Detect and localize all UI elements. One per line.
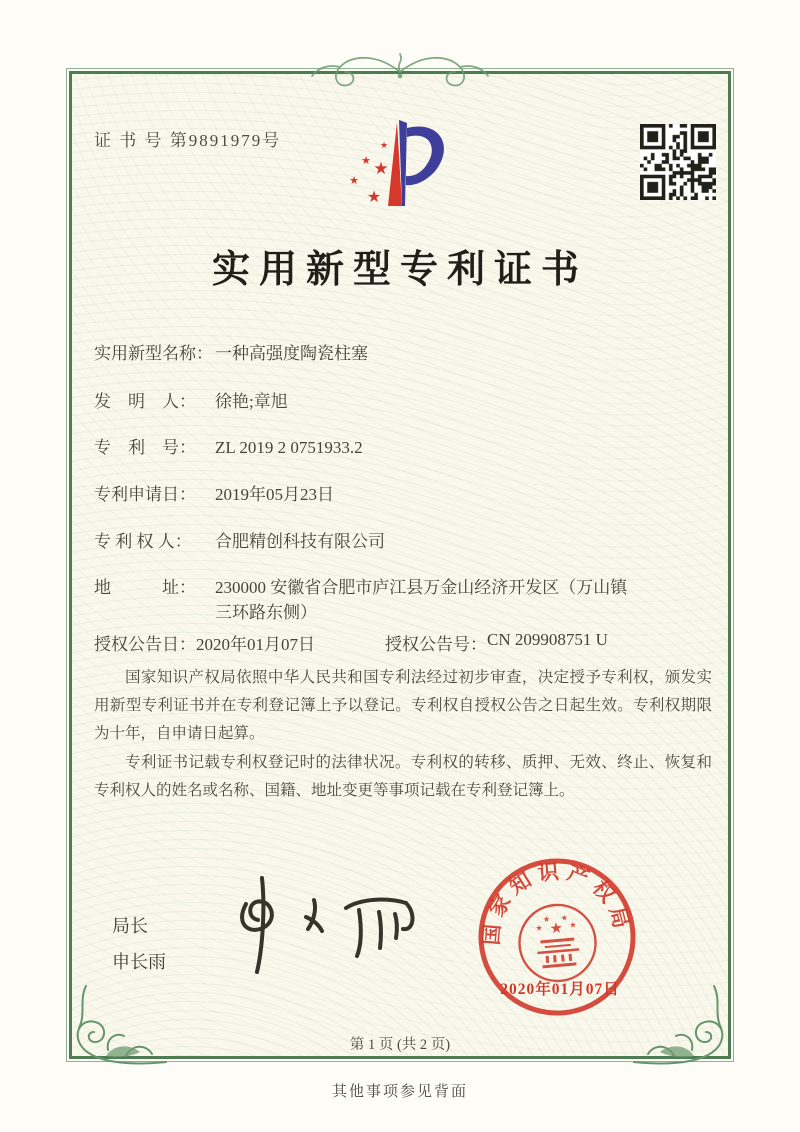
svg-text:★: ★: [379, 141, 389, 151]
address-value: [215, 576, 694, 625]
bottom-left-corner-ornament: [56, 984, 168, 1070]
svg-text:★: ★: [349, 174, 359, 187]
svg-text:★: ★: [542, 914, 551, 925]
director-name: 申长雨: [112, 952, 166, 972]
svg-text:★: ★: [361, 154, 371, 167]
cnipa-logo: [340, 112, 465, 217]
bottom-right-corner-ornament: [632, 984, 744, 1070]
patentee-value: 合肥精创科技有限公司: [215, 532, 385, 551]
grant-number-pair: [385, 630, 608, 655]
field-row-address: [94, 576, 694, 625]
logo-stars: [349, 141, 389, 206]
top-flourish-ornament: [290, 40, 510, 100]
patentee-label: 专 利 权 人：: [94, 532, 192, 551]
svg-text:★: ★: [548, 918, 564, 938]
seal-date: 2020年01月07日: [500, 981, 620, 998]
inventor-value: 徐艳;章旭: [215, 392, 288, 411]
field-row-grant: [94, 630, 608, 655]
address-line-2: 三环路东侧）: [215, 602, 317, 622]
legal-text: [94, 664, 712, 805]
national-emblem-icon: [516, 902, 598, 984]
svg-text:★: ★: [560, 912, 569, 923]
svg-text:★: ★: [535, 923, 544, 933]
field-row-name: [94, 342, 694, 367]
seal-text: 国家知识产权局: [479, 859, 635, 947]
inventor-label: 发 明 人：: [94, 392, 196, 411]
certificate-title: 实用新型专利证书: [211, 249, 588, 291]
legal-paragraph-2: 专利证书记载专利权登记时的法律状况。专利权的转移、质押、无效、终止、恢复和专利权人的姓名或名称、国籍、地址变更等事项记载在专利登记簿上。: [94, 753, 712, 799]
filing-date-value: 2019年05月23日: [215, 485, 334, 504]
field-row-filing-date: [94, 483, 694, 508]
name-label: 实用新型名称：: [94, 344, 213, 363]
grant-date-pair: [94, 630, 315, 655]
patent-number-value: ZL 2019 2 0751933.2: [215, 438, 363, 457]
certificate-number: 证 书 号 第9891979号: [94, 131, 282, 150]
back-side-note: 其他事项参见背面: [331, 1084, 468, 1100]
svg-text:★: ★: [569, 920, 577, 930]
svg-text:★: ★: [366, 187, 382, 206]
grant-date-label: 授权公告日：: [94, 635, 196, 654]
grant-date-value: 2020年01月07日: [196, 635, 315, 654]
director-title: 局长: [112, 916, 148, 936]
official-seal: [459, 839, 654, 1034]
page-number: 第 1 页 (共 2 页): [349, 1037, 451, 1053]
address-label: 地 址：: [94, 578, 196, 597]
director-signature: [218, 872, 428, 977]
logo-p-mark: [388, 120, 444, 206]
legal-paragraph-1: 国家知识产权局依照中华人民共和国专利法经过初步审查，决定授予专利权，颁发实用新型专利证书并在专利登记簿上予以登记。专利权自授权公告之日起生效。专利权期限为十年，自申请日起算。: [94, 669, 712, 743]
qr-code: [640, 124, 716, 200]
address-line-1: 230000 安徽省合肥市庐江县万金山经济开发区（万山镇: [215, 578, 628, 597]
field-row-patent-number: [94, 436, 694, 461]
filing-date-label: 专利申请日：: [94, 485, 196, 504]
name-value: 一种高强度陶瓷柱塞: [215, 344, 368, 363]
svg-text:★: ★: [373, 159, 389, 179]
field-row-inventor: [94, 390, 694, 415]
grant-number-value: CN 209908751 U: [487, 630, 608, 649]
grant-number-label: 授权公告号：: [385, 635, 487, 654]
patent-number-label: 专 利 号：: [94, 438, 196, 457]
field-row-patentee: [94, 530, 694, 555]
